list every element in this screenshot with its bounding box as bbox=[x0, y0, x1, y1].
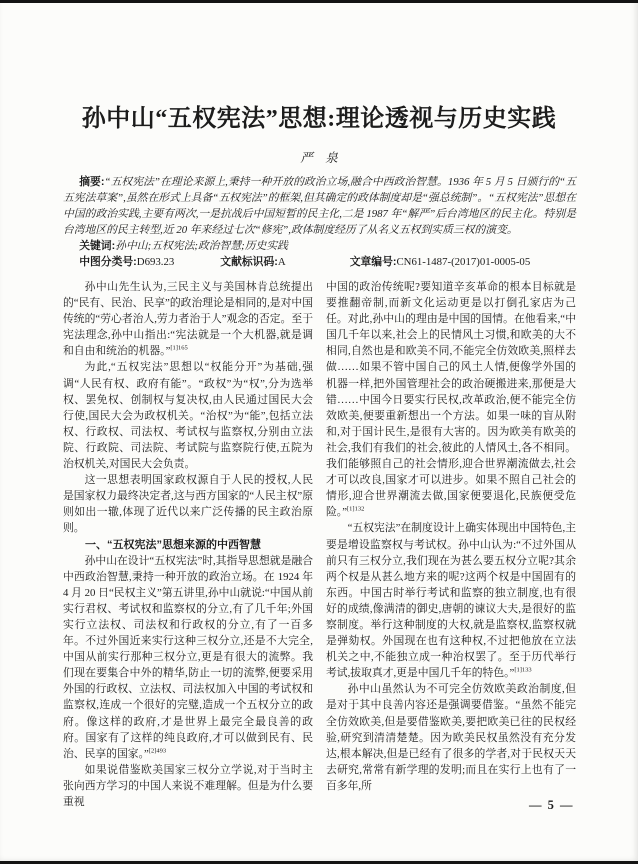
clc-label: 中图分类号: bbox=[79, 256, 137, 268]
section-heading: 一、“五权宪法”思想来源的中西智慧 bbox=[85, 538, 261, 551]
citation-ref: [1]165 bbox=[170, 344, 188, 352]
paper-title: 孙中山“五权宪法”思想:理论透视与历史实践 bbox=[81, 106, 557, 132]
abstract-text: “五权宪法”在理论来源上,秉持一种开放的政治立场,融合中西政治智慧。1936 年 5 月 5 日颁行的“五五宪法草案”,虽然在形式上具备“五权宪法”的框架,但其确定的政体制度却是“强总统制”。“五权宪法”思想在中国的政治实践,主要有两次,一是抗战后中国短暂的民主化,二是 1987 年“解严”后台湾地区的民主化。特别是台湾地区的民主转型,近 20 年来经过七次“修宪”,政体制度经历了从名义五权到实质三权的演变。 bbox=[63, 176, 576, 236]
abstract-paragraph bbox=[63, 174, 576, 238]
clc-value: D693.23 bbox=[136, 256, 175, 268]
keywords-line bbox=[63, 238, 576, 254]
article-id-label: 文章编号: bbox=[349, 256, 397, 268]
body-paragraph: 如果说借鉴欧美国家三权分立学说,对于当时主张向西方学习的中国人来说不难理解。但是为什么要重视 bbox=[63, 763, 313, 808]
abstract-label: 摘要: bbox=[79, 176, 105, 188]
body-paragraph: 孙中山先生认为,三民主义与美国林肯总统提出的“民有、民治、民享”的政治理论是相同的,是对中国传统的“劳心者治人,劳力者治于人”观念的否定。至于宪法理念,孙中山指出:“宪法就是一个大机器,就是调和自由和统治的机器。”$^{[1]165}$ bbox=[63, 281, 313, 358]
two-column-body bbox=[63, 279, 576, 810]
body-paragraph: 孙中山在设计“五权宪法”时,其指导思想就是融合中西政治智慧,秉持一种开放的政治立场。在 1924 年 4 月 20 日“民权主义”第五讲里,孙中山就说:“中国从前实行君权、考试权和监察权的分立,有了几千年;外国实行立法权、司法权和行政权的分立,有了一百多年。不过外国近来实行这种三权分立,还是不大完全,中国从前实行那种三权分立,更是有很大的流弊。我们现在要集合中外的精华,防止一切的流弊,便要采用外国的行政权、立法权、司法权加入中国的考试权和监察权,连成一个很好的完璧,造成一个五权分立的政府。像这样的政府,才是世界上最完全最良善的政府。国家有了这样的纯良政府,才可以做到民有、民治、民享的国家。”$^{[2]493}$ bbox=[63, 554, 313, 760]
article-id-value: CN61-1487-(2017)01-0005-05 bbox=[396, 256, 531, 268]
citation-ref: [1]133 bbox=[514, 666, 532, 674]
doc-code-value: A bbox=[277, 256, 286, 268]
clc-pair bbox=[79, 256, 174, 268]
body-paragraph: 为此,“五权宪法”思想以“权能分开”为基础,强调“人民有权、政府有能”。“政权”为“权”,分为选举权、罢免权、创制权与复决权,由人民通过国民大会行使,国民大会为政权机关。“治权”为“能”,包括立法权、行政权、司法权、考试权与监察权,分别由立法院、行政院、司法院、考试院与监察院行使,五院为治权机关,对国民大会负责。 bbox=[63, 361, 313, 471]
body-paragraph: 这一思想表明国家政权源自于人民的授权,人民是国家权力最终决定者,这与西方国家的“人民主权”原则如出一辙,体现了近代以来广泛传播的民主政治原则。 bbox=[63, 474, 313, 535]
citation-ref: [2]493 bbox=[148, 747, 167, 755]
meta-line bbox=[63, 254, 576, 270]
keywords-label: 关键词: bbox=[79, 240, 116, 252]
body-paragraph: “五权宪法”在制度设计上确实体现出中国特色,主要是增设监察权与考试权。孙中山认为:“不过外国从前只有三权分立,我们现在为甚么要五权分立呢?其余两个权是从甚么地方来的呢?这两个权是中国固有的东西。中国古时举行考试和监察的独立制度,也有很好的成绩,像满清的御史,唐朝的谏议大夫,是很好的监察制度。举行这种制度的大权,就是监察权,监察权就是弹劾权。外国现在也有这种权,不过把他放在立法机关之中,不能独立成一种治权罢了。至于历代举行考试,拔取真才,更是中国几千年的特色。”$^{[1]133}$ bbox=[326, 522, 576, 680]
article-id-pair bbox=[350, 256, 531, 268]
abstract-block bbox=[63, 174, 576, 270]
author-name: 严 泉 bbox=[300, 151, 338, 165]
keywords-text: 孙中山;五权宪法;政治智慧;历史实践 bbox=[115, 240, 288, 252]
body-paragraph: 中国的政治传统呢?要知道辛亥革命的根本目标就是要推翻帝制,而新文化运动更是以打倒孔家店为己任。对此,孙中山的理由是中国的国情。在他看来,“中国几千年以来,社会上的民情风土习惯,和欧美的大不相同,自然也是和欧美不同,不能完全仿效欧美,照样去做……如果不管中国自己的风土人情,便像学外国的机器一样,把外国管理社会的政治硬搬进来,那便是大错……中国今日要实行民权,改革政治,便不能完全仿效欧美,便要重新想出一个方法。如果一味的盲从附和,对于国计民生,是很有大害的。因为欧美有欧美的社会,我们有我们的社会,彼此的人情风土,各不相同。我们能够照自己的社会情形,迎合世界潮流做去,社会才可以改良,国家才可以进步。如果不照自己社会的情形,迎合世界潮流去做,国家便要退化,民族便受危险。”$^{[1]132}$ bbox=[326, 281, 576, 519]
doc-code-label: 文献标识码: bbox=[220, 256, 278, 268]
left-column bbox=[63, 279, 313, 810]
page-number: — 5 — bbox=[529, 798, 574, 812]
doc-code-pair bbox=[220, 256, 285, 268]
citation-ref: [1]132 bbox=[347, 505, 365, 513]
body-paragraph: 孙中山虽然认为不可完全仿效欧美政治制度,但是对于其中良善内容还是强调要借鉴。“虽然不能完全仿效欧美,但是要借鉴欧美,要把欧美已往的民权经验,研究到清清楚楚。因为欧美民权虽然没有充分发达,根本解决,但是已经有了很多的学者,对于民权天天去研究,常常有新学理的发明;而且在实行上也有了一百多年,所 bbox=[326, 683, 576, 792]
scan-top-edge-line bbox=[0, 0, 638, 3]
right-column bbox=[326, 279, 576, 810]
